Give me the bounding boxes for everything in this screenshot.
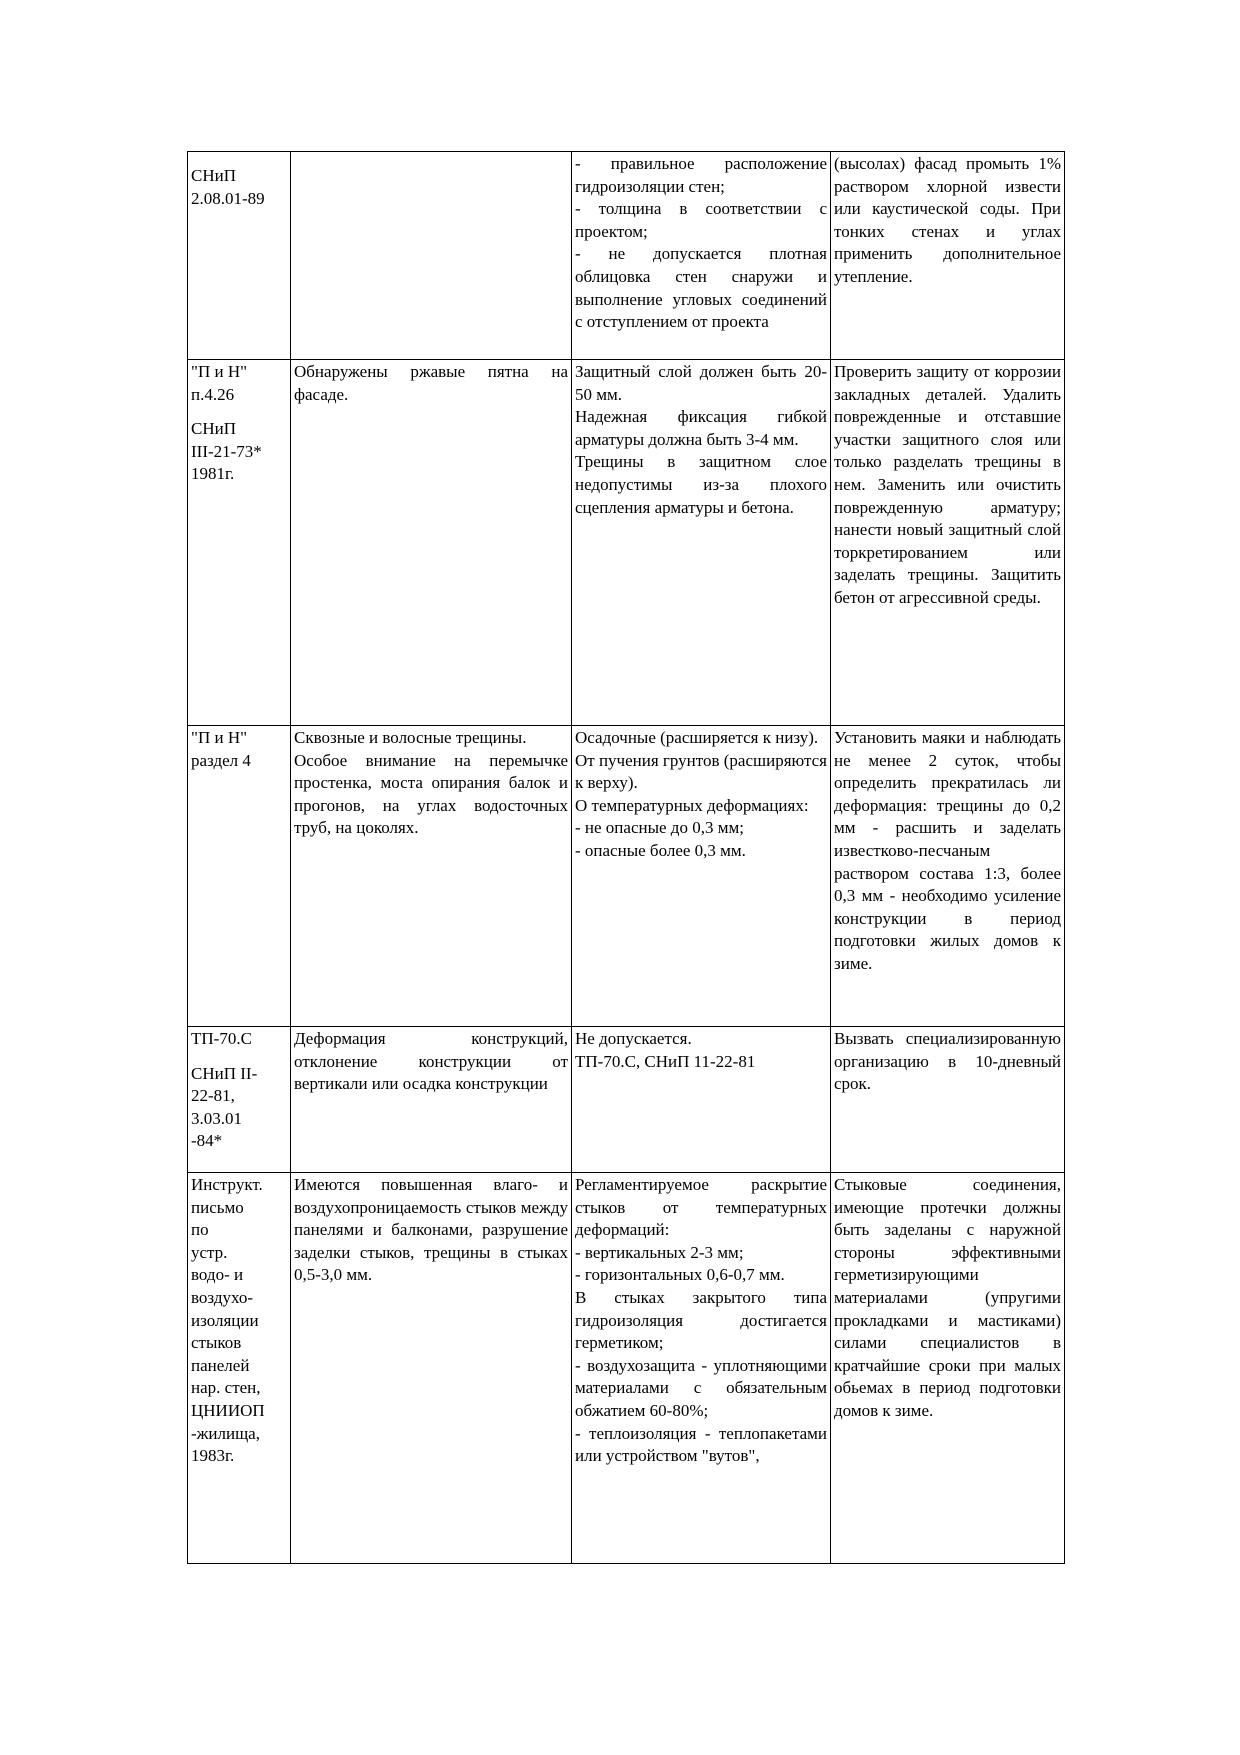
table-cell-col2 bbox=[291, 1173, 572, 1564]
cell-paragraph: - не опасные до 0,3 мм; bbox=[575, 818, 744, 838]
cell-paragraph: по bbox=[191, 1220, 209, 1240]
cell-paragraph: - воздухозащита - уплотняющими материалами с обязательным обжатием 60-80%; bbox=[575, 1355, 827, 1420]
table-row bbox=[188, 1173, 1065, 1564]
cell-paragraph: -жилища, bbox=[191, 1423, 260, 1443]
table-cell-col3 bbox=[572, 1027, 831, 1173]
table-row bbox=[188, 152, 1065, 360]
cell-paragraph: - вертикальных 2-3 мм; bbox=[575, 1242, 744, 1262]
cell-paragraph: - горизонтальных 0,6-0,7 мм. bbox=[575, 1265, 785, 1285]
cell-paragraph: От пучения грунтов (расширяются к верху). bbox=[575, 750, 827, 793]
table-row bbox=[188, 726, 1065, 1027]
cell-paragraph bbox=[191, 1051, 287, 1063]
regulation-table bbox=[187, 151, 1065, 1564]
cell-paragraph: Особое внимание на перемычке простенка, моста опирания балок и прогонов, на углах водосточных труб, на цоколях. bbox=[294, 750, 568, 838]
cell-paragraph: Не допускается. bbox=[575, 1029, 692, 1048]
table-cell-col1 bbox=[188, 360, 291, 726]
cell-paragraph: устр. bbox=[191, 1242, 228, 1262]
table-cell-col4 bbox=[831, 1027, 1065, 1173]
table-cell-col2 bbox=[291, 726, 572, 1027]
cell-paragraph: Защитный слой должен быть 20-50 мм. bbox=[575, 362, 827, 404]
table-row bbox=[188, 360, 1065, 726]
table-cell-col3 bbox=[572, 1173, 831, 1564]
cell-paragraph: 2.08.01-89 bbox=[191, 188, 265, 208]
cell-paragraph: Трещины в защитном слое недопустимы из-за плохого сцепления арматуры и бетона. bbox=[575, 452, 827, 517]
cell-paragraph: 1983г. bbox=[191, 1446, 235, 1466]
cell-paragraph bbox=[191, 153, 287, 165]
cell-paragraph: ТП-70.С bbox=[191, 1029, 252, 1048]
cell-paragraph: воздухо- bbox=[191, 1287, 253, 1307]
cell-paragraph: Обнаружены ржавые пятна на фасаде. bbox=[294, 362, 568, 404]
cell-paragraph: Осадочные (расширяется к низу). bbox=[575, 728, 819, 747]
table-cell-col2 bbox=[291, 1027, 572, 1173]
table-cell-col4 bbox=[831, 1173, 1065, 1564]
cell-paragraph: 3.03.01 bbox=[191, 1108, 242, 1128]
cell-paragraph: Проверить защиту от коррозии закладных деталей. Удалить поврежденные и отставшие участки защитного слоя или только разделать трещины в нем. Заменить или очистить поврежденную арматуру; нанести новый защитный слой торкретированием или заделать трещины. Защитить бетон от агрессивной среды. bbox=[834, 362, 1061, 607]
cell-paragraph: - не допускается плотная облицовка стен снаружи и выполнение угловых соединений с отступлением от проекта bbox=[575, 244, 827, 332]
cell-paragraph: Стыковые соединения, имеющие протечки должны быть заделаны с наружной стороны эффективными герметизирующими материалами (упругими прокладками и мастиками) силами специалистов в кратчайшие сроки при малых обьемах в период подготовки домов к зиме. bbox=[834, 1175, 1061, 1420]
cell-paragraph: - опасные более 0,3 мм. bbox=[575, 840, 746, 860]
cell-paragraph: - толщина в соответствии с проектом; bbox=[575, 199, 827, 241]
cell-paragraph: Деформация конструкций, отклонение конструкции от вертикали или осадка конструкции bbox=[294, 1029, 568, 1094]
table-cell-col1 bbox=[188, 1027, 291, 1173]
cell-paragraph: Регламентируемое раскрытие стыков от температурных деформаций: bbox=[575, 1175, 827, 1240]
table-cell-col3 bbox=[572, 726, 831, 1027]
cell-paragraph: раздел 4 bbox=[191, 750, 251, 770]
table-cell-col2 bbox=[291, 152, 572, 360]
cell-paragraph bbox=[191, 406, 287, 418]
cell-paragraph: В стыках закрытого типа гидроизоляция достигается герметиком; bbox=[575, 1287, 827, 1353]
cell-paragraph: Вызвать специализированную организацию в 10-дневный срок. bbox=[834, 1029, 1061, 1094]
cell-paragraph: письмо bbox=[191, 1197, 244, 1217]
cell-paragraph: изоляции bbox=[191, 1310, 259, 1330]
cell-paragraph: 22-81, bbox=[191, 1086, 235, 1106]
cell-paragraph: - теплоизоляция - теплопакетами или устройством "вутов", bbox=[575, 1423, 827, 1466]
cell-paragraph: панелей bbox=[191, 1355, 250, 1375]
cell-paragraph: нар. стен, bbox=[191, 1378, 261, 1398]
cell-paragraph: О температурных деформациях: bbox=[575, 795, 809, 815]
table-row bbox=[188, 1027, 1065, 1173]
cell-paragraph: СНиП II- bbox=[191, 1063, 258, 1083]
cell-paragraph: "П и Н" bbox=[191, 728, 248, 747]
cell-paragraph: стыков bbox=[191, 1333, 242, 1353]
cell-paragraph: III-21-73* bbox=[191, 441, 262, 461]
table-cell-col4 bbox=[831, 152, 1065, 360]
cell-paragraph: 1981г. bbox=[191, 464, 235, 484]
table-cell-col4 bbox=[831, 360, 1065, 726]
cell-paragraph: ТП-70.С, СНиП 11-22-81 bbox=[575, 1051, 756, 1071]
cell-paragraph: п.4.26 bbox=[191, 384, 235, 404]
table-cell-col3 bbox=[572, 152, 831, 360]
table-cell-col2 bbox=[291, 360, 572, 726]
cell-paragraph: ЦНИИОП bbox=[191, 1400, 265, 1420]
table-cell-col1 bbox=[188, 726, 291, 1027]
cell-paragraph: (высолах) фасад промыть 1% раствором хлорной извести или каустической соды. При тонких стенах и углах применить дополнительное утепление. bbox=[834, 154, 1061, 286]
cell-paragraph: -84* bbox=[191, 1131, 223, 1151]
table-cell-col3 bbox=[572, 360, 831, 726]
cell-paragraph: Надежная фиксация гибкой арматуры должна быть 3-4 мм. bbox=[575, 407, 827, 449]
cell-paragraph: водо- и bbox=[191, 1265, 244, 1285]
cell-paragraph: Установить маяки и наблюдать не менее 2 суток, чтобы определить прекратилась ли деформация: трещины до 0,2 мм - расшить и заделать известково-песчаным раствором состава 1:3, более 0,3 мм - необходимо усиление конструкции в период подготовки жилых домов к зиме. bbox=[834, 728, 1061, 973]
cell-paragraph: - правильное расположение гидроизоляции стен; bbox=[575, 154, 827, 196]
cell-paragraph: Сквозные и волосные трещины. bbox=[294, 728, 527, 747]
table-cell-col1 bbox=[188, 1173, 291, 1564]
cell-paragraph: Инструкт. bbox=[191, 1175, 263, 1194]
cell-paragraph: СНиП bbox=[191, 166, 236, 185]
cell-paragraph: СНиП bbox=[191, 419, 236, 439]
cell-paragraph: Имеются повышенная влаго- и воздухопроницаемость стыков между панелями и балконами, разрушение заделки стыков, трещины в стыках 0,5-3,0 мм. bbox=[294, 1175, 568, 1285]
table-cell-col1 bbox=[188, 152, 291, 360]
table-cell-col4 bbox=[831, 726, 1065, 1027]
cell-paragraph: "П и Н" bbox=[191, 362, 248, 381]
